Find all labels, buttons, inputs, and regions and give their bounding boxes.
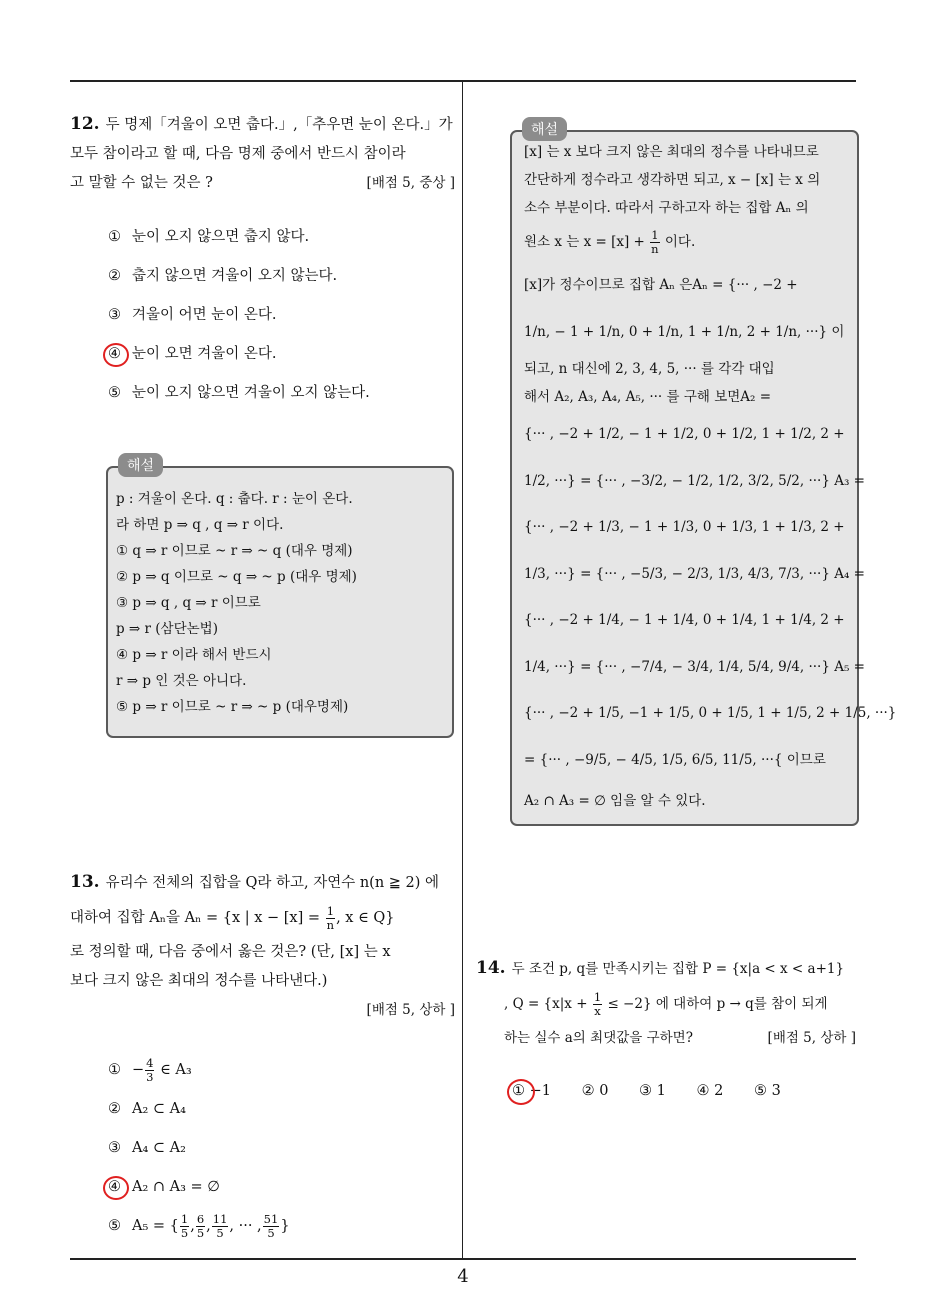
question-number: 14. <box>476 958 506 978</box>
question-text: 하는 실수 a의 최댓값을 구하면? <box>504 1030 693 1046</box>
solution-line: [x]가 정수이므로 집합 Aₙ 은Aₙ = {··· , −2 + <box>524 277 798 293</box>
question-13: 13. 유리수 전체의 집합을 Q라 하고, 자연수 n(n ≧ 2) 에 대하여 집합 Aₙ을 Aₙ = {x | x − [x] = $\frac{1}{n}$ , x ∈ Q} 로 정의할 때, 다음 중에서 옳은 것은? (단, [x] 는 x 보다 크지 않은 최대의 정수를 나타낸다.) [배점 5, 상하 ] ① − $\frac{4}{3}$ ∈ A₃ ② A₂ ⊂ A₄ ③ A₄ ⊂ A₂ ④ A₂ ∩ A₃ = ∅ ⑤ A₅ = { $\frac{1}{5}$ , $\frac{6}{5}$ , $\frac{11}{5}$ , ··· , $\frac{51}{5}$ } <box>70 868 455 1246</box>
solution-line: ① q ⇒ r 이므로 ~ r ⇒ ~ q (대우 명제) <box>116 543 353 559</box>
solution-line: 소수 부분이다. 따라서 구하고자 하는 집합 Aₙ 의 <box>524 200 809 216</box>
choice-2[interactable]: ② A₂ ⊂ A₄ <box>108 1101 186 1117</box>
fraction: $\frac{1}{n}$ <box>326 903 335 932</box>
question-text: 유리수 전체의 집합을 Q라 하고, 자연수 n(n ≧ 2) 에 <box>105 875 440 891</box>
answer-mark-circle <box>103 1176 129 1200</box>
solution-line: p : 겨울이 온다. q : 춥다. r : 눈이 온다. <box>116 491 353 507</box>
question-text: 두 조건 p, q를 만족시키는 집합 P = {x|a < x < a+1} <box>511 961 845 977</box>
solution-line: 라 하면 p ⇒ q , q ⇒ r 이다. <box>116 517 284 533</box>
question-text: 로 정의할 때, 다음 중에서 옳은 것은? (단, [x] 는 x <box>70 944 391 960</box>
solution-line: {··· , −2 + 1/3, − 1 + 1/3, 0 + 1/3, 1 + 1/3, 2 + <box>524 519 845 535</box>
score-meta: [배점 5, 중상 ] <box>366 175 455 191</box>
solution-line: ③ p ⇒ q , q ⇒ r 이므로 <box>116 595 261 611</box>
question-12 <box>70 110 455 413</box>
solution-line: r ⇒ p 인 것은 아니다. <box>116 673 247 689</box>
column-divider <box>462 82 463 1258</box>
choice-list <box>108 1051 455 1246</box>
choice-3[interactable]: ③ 1 <box>639 1083 666 1099</box>
question-text: 보다 크지 않은 최대의 정수를 나타낸다.) <box>70 973 328 989</box>
question-number: 13. <box>70 872 100 892</box>
score-meta: [배점 5, 상하 ] <box>366 1002 455 1018</box>
page-number: 4 <box>457 1266 469 1287</box>
solution-line: 1/4, ···} = {··· , −7/4, − 3/4, 1/4, 5/4, 9/4, ···} A₅ = <box>524 658 865 675</box>
solution-line: {··· , −2 + 1/4, − 1 + 1/4, 0 + 1/4, 1 + 1/4, 2 + <box>524 612 845 628</box>
solution-line: 되고, n 대신에 2, 3, 4, 5, ··· 를 각각 대입 <box>524 361 775 377</box>
solution-line: {··· , −2 + 1/2, − 1 + 1/2, 0 + 1/2, 1 + 1/2, 2 + <box>524 426 845 442</box>
choice-1[interactable]: ① 눈이 오지 않으면 춥지 않다. <box>108 229 310 245</box>
solution-line: ② p ⇒ q 이므로 ~ q ⇒ ~ p (대우 명제) <box>116 569 357 585</box>
choice-3[interactable]: ③ 겨울이 어면 눈이 온다. <box>108 307 277 323</box>
choice-4[interactable]: ④ A₂ ∩ A₃ = ∅ <box>108 1168 455 1207</box>
question-text: 모두 참이라고 할 때, 다음 명제 중에서 반드시 참이라 <box>70 146 406 162</box>
answer-mark-circle <box>507 1079 535 1105</box>
question-text: 대하여 집합 Aₙ을 Aₙ = {x | x − [x] = <box>70 910 321 926</box>
choice-3[interactable]: ③ A₄ ⊂ A₂ <box>108 1140 186 1156</box>
solution-line: {··· , −2 + 1/5, −1 + 1/5, 0 + 1/5, 1 + 1/5, 2 + 1/5, ···} <box>524 705 897 721</box>
solution-tag: 해설 <box>522 117 567 141</box>
solution-line: p ⇒ r (삼단논법) <box>116 621 218 637</box>
solution-line: 해서 A₂, A₃, A₄, A₅, ··· 를 구해 보면A₂ = <box>524 389 772 405</box>
choice-1[interactable]: ① − $\frac{4}{3}$ ∈ A₃ <box>108 1055 192 1084</box>
question-text: , Q = {x|x + <box>504 996 588 1012</box>
fraction: $\frac{1}{x}$ <box>593 990 602 1018</box>
solution-box-13: [x] 는 x 보다 크지 않은 최대의 정수를 나타내므로 간단하게 정수라고 생각하면 되고, x − [x] 는 x 의 소수 부분이다. 따라서 구하고자 하는 집합 Aₙ 의 원소 x 는 x = [x] + $\frac{1}{n}$ 이다. [x]가 정수이므로 집합 Aₙ 은Aₙ = {··· , −2 + 1/n, − 1 + 1/n, 0 + 1/n, 1 + 1/n, 2 + 1/n, ···} 이 되고, n 대신에 2, 3, 4, 5, ··· 를 각각 대입 해서 A₂, A₃, A₄, A₅, ··· 를 구해 보면A₂ = {··· , −2 + 1/2, − 1 + 1/2, 0 + 1/2, 1 + 1/2, 2 + 1/2, ···} = {··· , −3/2, − 1/2, 1/2, 3/2, 5/2, ···} A₃ = {··· , −2 + 1/3, − 1 + 1/3, 0 + 1/3, 1 + 1/3, 2 + 1/3, ···} = {··· , −5/3, − 2/3, 1/3, 4/3, 7/3, ···} A₄ = {··· , −2 + 1/4, − 1 + 1/4, 0 + 1/4, 1 + 1/4, 2 + 1/4, ···} = {··· , −7/4, − 3/4, 1/4, 5/4, 9/4, ···} A₅ = {··· , −2 + 1/5, −1 + 1/5, 0 + 1/5, 1 + 1/5, 2 + 1/5, ···} = {··· , −9/5, − 4/5, 1/5, 6/5, 11/5, ···{ 이므로 A₂ ∩ A₃ = ∅ 임을 알 수 있다. <box>510 130 859 826</box>
solution-line: 1/3, ···} = {··· , −5/3, − 2/3, 1/3, 4/3, 7/3, ···} A₄ = <box>524 565 865 582</box>
solution-line: ⑤ p ⇒ r 이므로 ~ r ⇒ ~ p (대우명제) <box>116 699 349 715</box>
solution-line: 1/n, − 1 + 1/n, 0 + 1/n, 1 + 1/n, 2 + 1/n, ···} 이 <box>524 323 845 340</box>
solution-box-12 <box>106 466 454 738</box>
fraction: $\frac{4}{3}$ <box>146 1055 154 1084</box>
solution-tag: 해설 <box>118 453 163 477</box>
answer-mark-circle <box>103 343 129 367</box>
question-text: 두 명제「겨울이 오면 춥다.」,「추우면 눈이 온다.」가 <box>105 117 453 133</box>
solution-line: A₂ ∩ A₃ = ∅ 임을 알 수 있다. <box>524 793 706 809</box>
solution-line: 1/2, ···} = {··· , −3/2, − 1/2, 1/2, 3/2, 5/2, ···} A₃ = <box>524 472 865 489</box>
top-rule <box>70 80 856 82</box>
choice-5[interactable]: ⑤ A₅ = { $\frac{1}{5}$ , $\frac{6}{5}$ , $\frac{11}{5}$ , ··· , $\frac{51}{5}$ } <box>108 1211 290 1240</box>
choice-5[interactable]: ⑤ 3 <box>753 1083 781 1099</box>
score-meta: [배점 5, 상하 ] <box>767 1030 856 1046</box>
choice-list <box>108 218 455 413</box>
solution-line: 간단하게 정수라고 생각하면 되고, x − [x] 는 x 의 <box>524 172 821 188</box>
choice-5[interactable]: ⑤ 눈이 오지 않으면 겨울이 오지 않는다. <box>108 385 370 401</box>
solution-line: ④ p ⇒ r 이라 해서 반드시 <box>116 647 272 663</box>
solution-line: = {··· , −9/5, − 4/5, 1/5, 6/5, 11/5, ···{ 이므로 <box>524 751 826 768</box>
choice-2[interactable]: ② 춥지 않으면 겨울이 오지 않는다. <box>108 268 338 284</box>
choice-4[interactable]: ④ 눈이 오면 겨울이 온다. <box>108 335 455 374</box>
question-number: 12. <box>70 114 100 134</box>
choice-list <box>476 1083 856 1099</box>
left-column <box>70 110 455 413</box>
choice-2[interactable]: ② 0 <box>581 1083 609 1099</box>
solution-line: 원소 x 는 x = [x] + <box>524 234 645 250</box>
solution-line: [x] 는 x 보다 크지 않은 최대의 정수를 나타내므로 <box>524 144 819 160</box>
question-text: 고 말할 수 없는 것은 ? <box>70 175 213 191</box>
question-14: 14. 두 조건 p, q를 만족시키는 집합 P = {x|a < x < a+1} , Q = {x|x + $\frac{1}{x}$ ≤ −2} 에 대하여 p → q를 참이 되게 하는 실수 a의 최댓값을 구하면? [배점 5, 상하 ] ① −1 ② 0 ③ 1 ④ 2 ⑤ 3 <box>476 954 856 1099</box>
bottom-rule <box>70 1258 856 1260</box>
choice-4[interactable]: ④ 2 <box>696 1083 724 1099</box>
choice-1[interactable]: ① −1 <box>512 1083 551 1099</box>
